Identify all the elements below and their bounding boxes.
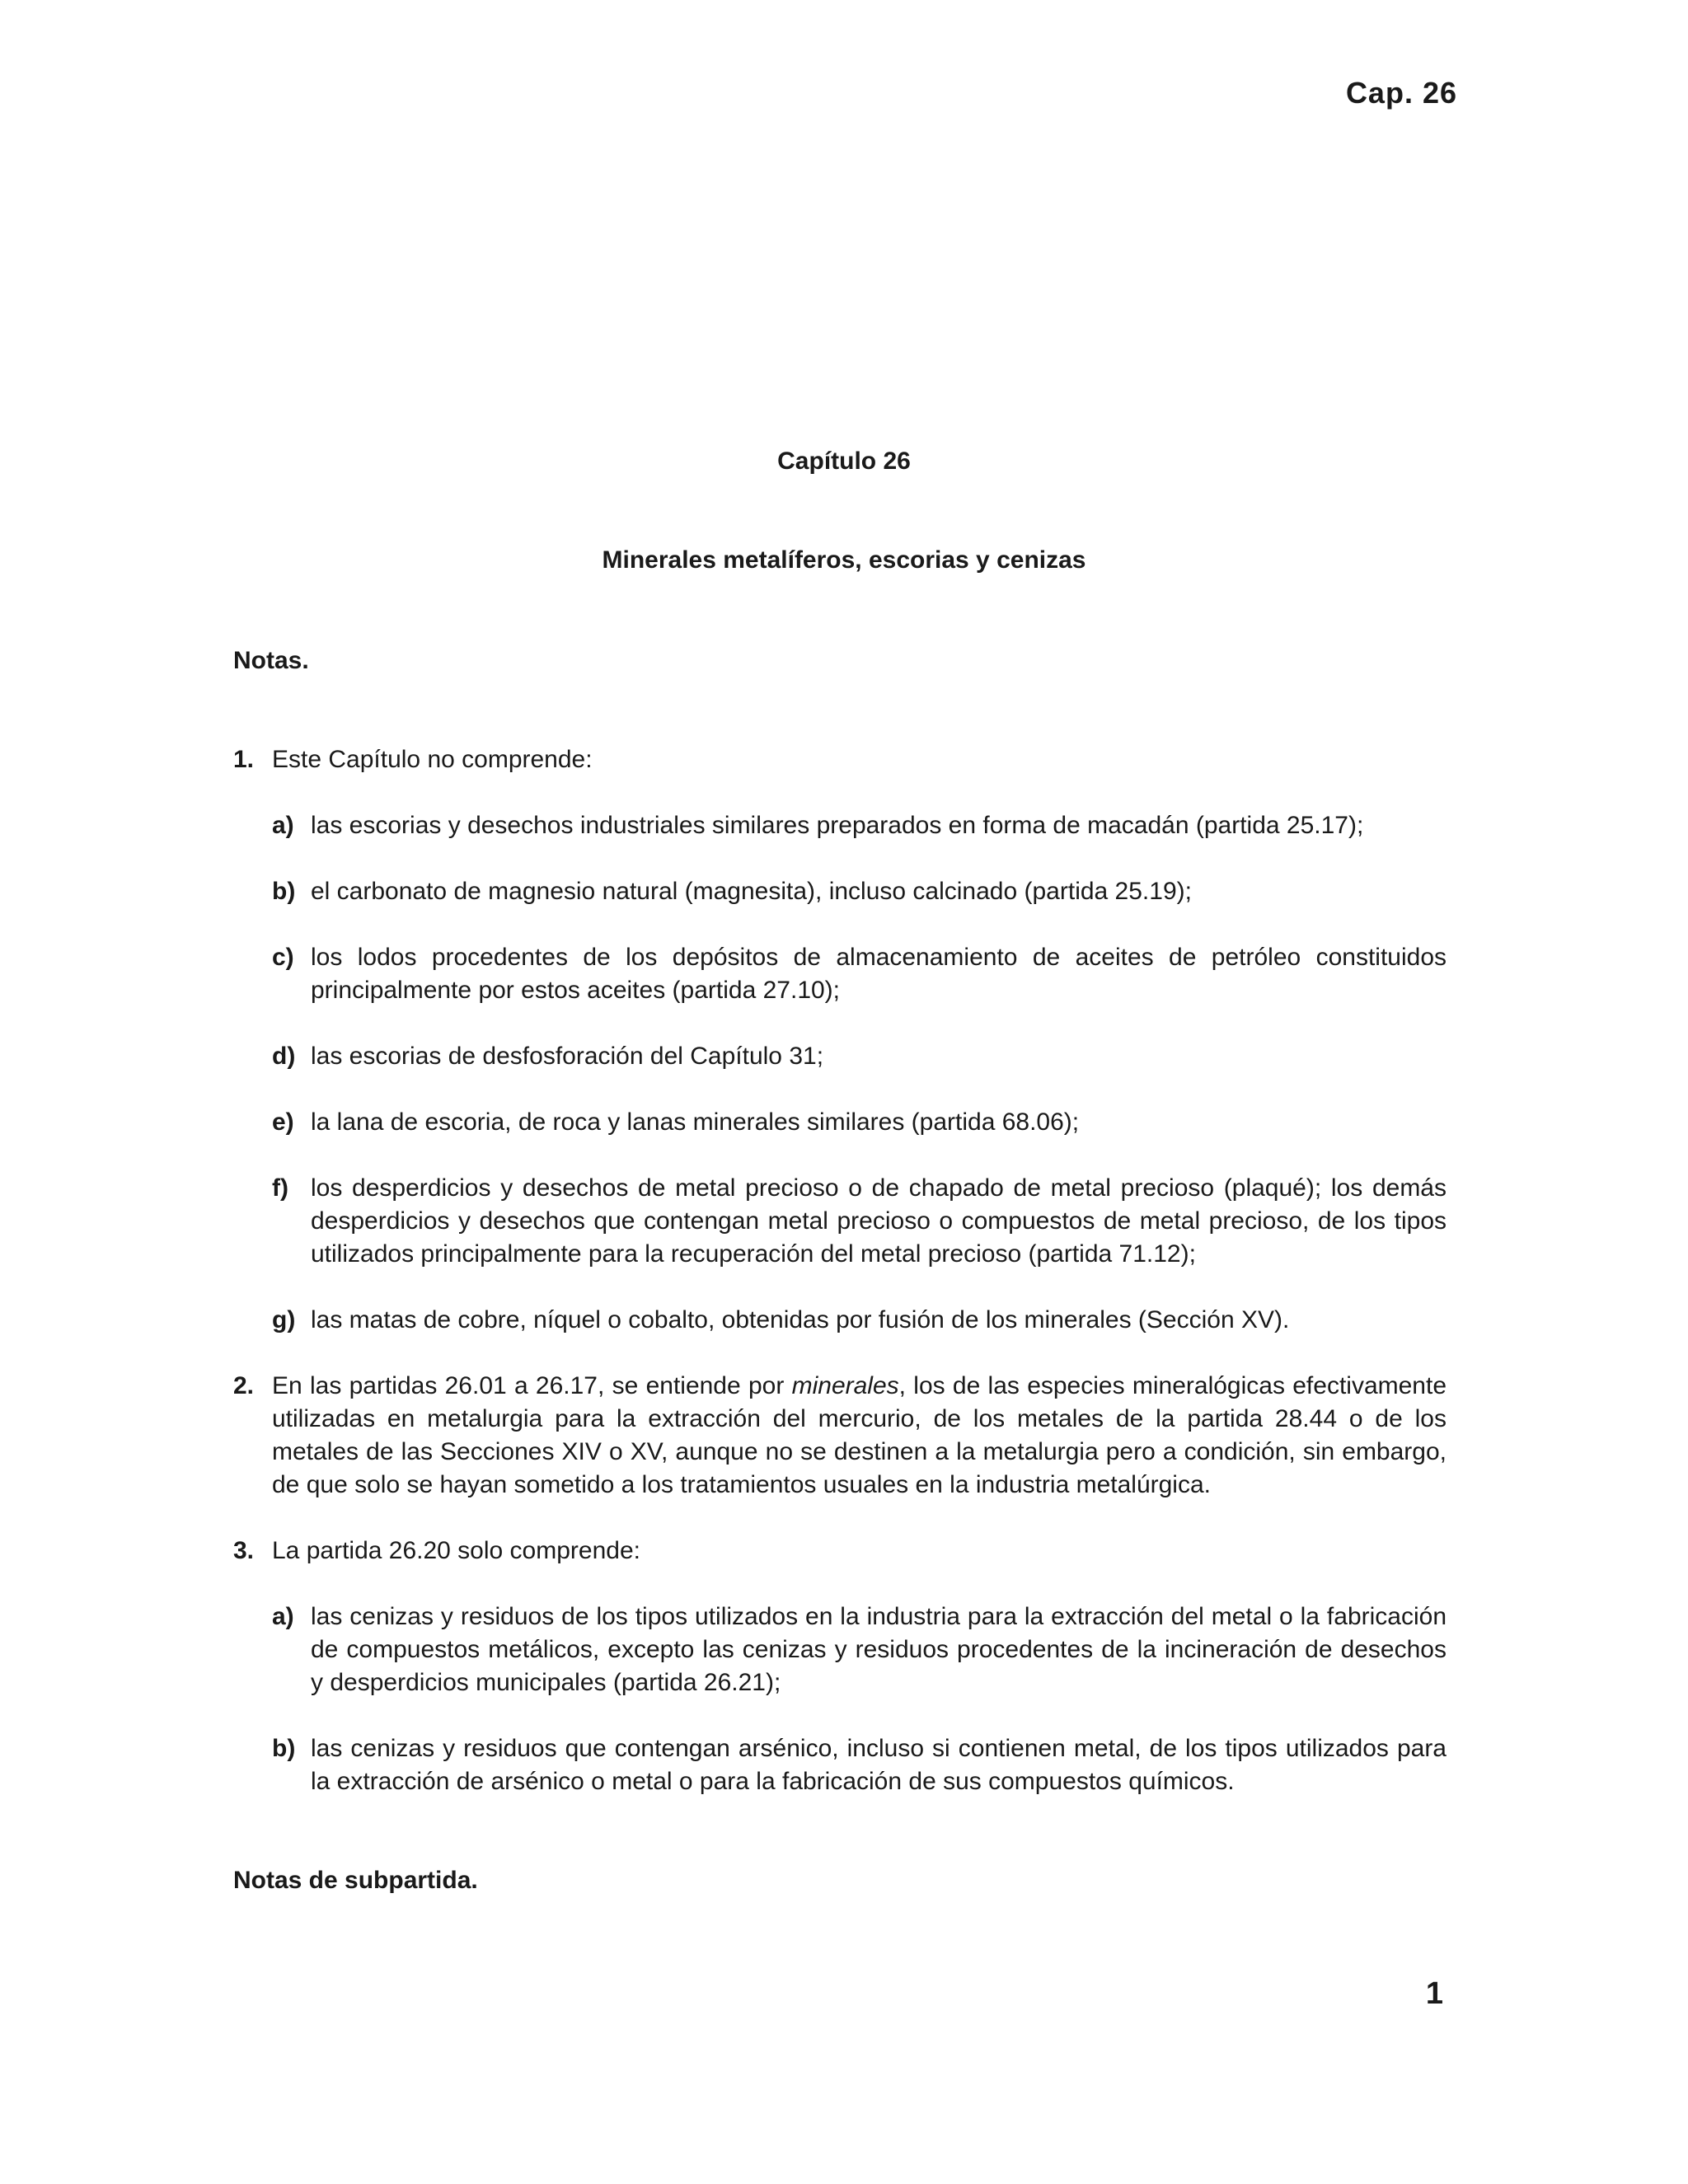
- subitem-text: los lodos procedentes de los depósitos de almacenamiento de aceites de petróleo constituidos principalmente por estos aceites (partida 27.10);: [311, 944, 1447, 1004]
- note-number: 2.: [233, 1372, 255, 1399]
- notes-content: [233, 644, 1447, 1897]
- note-3: [233, 1535, 1447, 1798]
- subitem-letter: g): [272, 1306, 296, 1333]
- note-text-part: En las partidas 26.01 a 26.17, se entiende por: [272, 1372, 792, 1399]
- subitem-letter: f): [272, 1174, 288, 1202]
- note-text: La partida 26.20 solo comprende:: [272, 1537, 640, 1564]
- subitem-a: [272, 1601, 1447, 1699]
- subitem-f: [272, 1172, 1447, 1271]
- subitem-text: la lana de escoria, de roca y lanas minerales similares (partida 68.06);: [311, 1108, 1080, 1136]
- subitem-text: las escorias de desfosforación del Capítulo 31;: [311, 1043, 824, 1070]
- subitem-letter: a): [272, 1603, 294, 1630]
- note-number: 3.: [233, 1537, 255, 1564]
- subitem-letter: a): [272, 812, 294, 839]
- subitem-text: las matas de cobre, níquel o cobalto, obtenidas por fusión de los minerales (Sección XV).: [311, 1306, 1290, 1333]
- subitem-b: [272, 1732, 1447, 1798]
- chapter-title: Capítulo 26: [777, 448, 911, 475]
- note-2: [233, 1370, 1447, 1502]
- subitem-b: [272, 875, 1447, 908]
- note-text: Este Capítulo no comprende:: [272, 746, 593, 773]
- note-1-subitems: [272, 809, 1447, 1337]
- note-text: [272, 1370, 1447, 1502]
- subitem-c: [272, 941, 1447, 1007]
- page-number: 1: [1425, 1976, 1443, 2011]
- subitem-text: los desperdicios y desechos de metal precioso o de chapado de metal precioso (plaqué); los demás desperdicios y desechos que contengan metal precioso o compuestos de metal precioso, de los tipos utilizados principalmente para la recuperación del metal precioso (partida 71.12);: [311, 1174, 1447, 1268]
- subitem-text: el carbonato de magnesio natural (magnesita), incluso calcinado (partida 25.19);: [311, 878, 1192, 905]
- note-text-italic-term: minerales: [791, 1372, 899, 1399]
- subitem-letter: b): [272, 878, 296, 905]
- subitem-letter: e): [272, 1108, 294, 1136]
- subitem-text: las cenizas y residuos que contengan arsénico, incluso si contienen metal, de los tipos utilizados para la extracción de arsénico o metal o para la fabricación de sus compuestos químicos.: [311, 1735, 1447, 1795]
- subitem-text: las cenizas y residuos de los tipos utilizados en la industria para la extracción del metal o la fabricación de compuestos metálicos, excepto las cenizas y residuos procedentes de la incineración de desechos y desperdicios municipales (partida 26.21);: [311, 1603, 1447, 1696]
- chapter-header-label: Cap. 26: [1345, 76, 1457, 110]
- notes-heading: Notas.: [233, 647, 309, 674]
- subitem-d: [272, 1040, 1447, 1073]
- subitem-a: [272, 809, 1447, 842]
- subitem-text: las escorias y desechos industriales similares preparados en forma de macadán (partida 25.17);: [311, 812, 1364, 839]
- note-number: 1.: [233, 746, 255, 773]
- subitem-letter: b): [272, 1735, 296, 1762]
- chapter-subtitle: Minerales metalíferos, escorias y cenizas: [602, 546, 1086, 574]
- note-3-subitems: [272, 1601, 1447, 1798]
- note-1: [233, 743, 1447, 1337]
- subitem-g: [272, 1304, 1447, 1337]
- subitem-letter: c): [272, 944, 294, 971]
- note-text-part: , los de las especies mineralógicas efectivamente utilizadas en metalurgia para la extracción del mercurio, de los metales de la partida 28.44 o de los metales de las Secciones XIV o XV, aunque no se destinen a la metalurgia pero a condición, sin embargo, de que solo se hayan sometido a los tratamientos usuales en la industria metalúrgica.: [272, 1372, 1447, 1498]
- subheading-notes-heading: Notas de subpartida.: [233, 1867, 478, 1894]
- subitem-letter: d): [272, 1043, 296, 1070]
- subitem-e: [272, 1106, 1447, 1139]
